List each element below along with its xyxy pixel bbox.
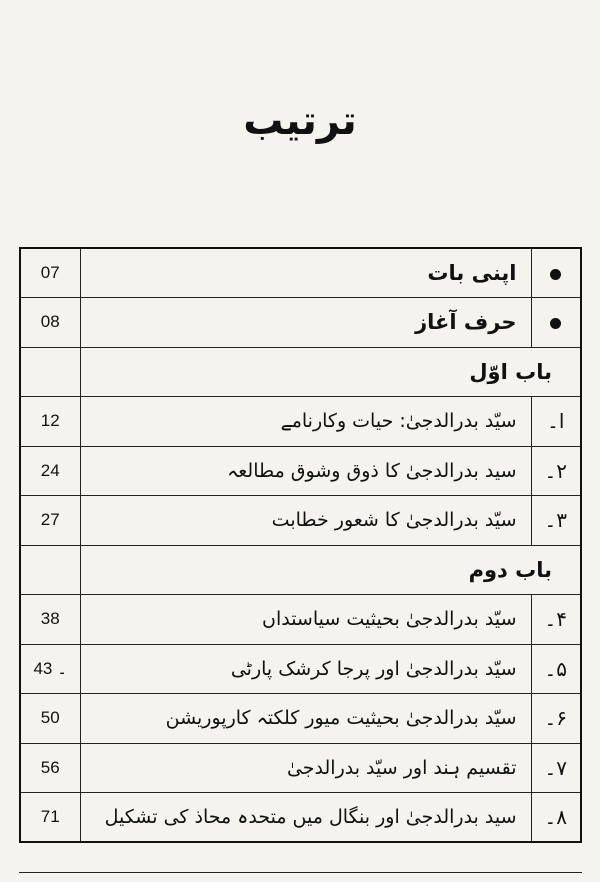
toc-row <box>20 298 581 348</box>
toc-page-number: 07 <box>20 248 80 298</box>
toc-page-number: 27 <box>20 496 80 546</box>
toc-entry-number: ۲۔ <box>531 446 581 496</box>
toc-entry-number: ۶۔ <box>531 694 581 744</box>
empty-page-cell <box>20 347 80 397</box>
toc-row <box>20 743 581 793</box>
toc-page-number: 43 ۔ <box>20 644 80 694</box>
toc-entry-number: ۸۔ <box>531 793 581 843</box>
section-row <box>20 347 581 397</box>
toc-entry-number: ۵۔ <box>531 644 581 694</box>
bullet-cell <box>531 248 581 298</box>
toc-page-number: 71 <box>20 793 80 843</box>
bullet-icon <box>550 269 561 280</box>
toc-page-number: 50 <box>20 694 80 744</box>
bottom-divider <box>19 872 582 873</box>
toc-page-number: 38 <box>20 595 80 645</box>
toc-page-number: 12 <box>20 397 80 447</box>
toc-entry-title: تقسیم ہند اور سیّد بدرالدجیٰ <box>80 743 531 793</box>
toc-row <box>20 248 581 298</box>
toc-row <box>20 496 581 546</box>
section-row <box>20 545 581 595</box>
bullet-icon <box>550 318 561 329</box>
toc-entry-title: اپنی بات <box>80 248 531 298</box>
toc-entry-title: سید بدرالدجیٰ کا ذوق وشوق مطالعہ <box>80 446 531 496</box>
table-of-contents <box>19 247 582 843</box>
toc-row <box>20 397 581 447</box>
toc-page-number: 08 <box>20 298 80 348</box>
toc-entry-number: ۴۔ <box>531 595 581 645</box>
toc-entry-title: سیّد بدرالدجیٰ اور پرجا کرشک پارٹی <box>80 644 531 694</box>
toc-entry-title: سیّد بدرالدجیٰ بحیثیت سیاستداں <box>80 595 531 645</box>
toc-row <box>20 694 581 744</box>
toc-row <box>20 793 581 843</box>
toc-entry-number: ۷۔ <box>531 743 581 793</box>
toc-entry-title: سیّد بدرالدجیٰ: حیات وکارنامے <box>80 397 531 447</box>
empty-page-cell <box>20 545 80 595</box>
toc-entry-title: سیّد بدرالدجیٰ بحیثیت میور کلکتہ کارپوریشن <box>80 694 531 744</box>
toc-entry-title: سید بدرالدجیٰ اور بنگال میں متحدہ محاذ کی تشکیل <box>80 793 531 843</box>
toc-page-number: 56 <box>20 743 80 793</box>
toc-entry-title: سیّد بدرالدجیٰ کا شعور خطابت <box>80 496 531 546</box>
section-heading: باب اوّل <box>80 347 581 397</box>
bullet-cell <box>531 298 581 348</box>
toc-entry-number: ا۔ <box>531 397 581 447</box>
toc-entry-number: ۳۔ <box>531 496 581 546</box>
toc-row <box>20 644 581 694</box>
toc-row <box>20 446 581 496</box>
toc-entry-title: حرف آغاز <box>80 298 531 348</box>
toc-row <box>20 595 581 645</box>
toc-page-number: 24 <box>20 446 80 496</box>
section-heading: باب دوم <box>80 545 581 595</box>
page-title: ترتیب <box>243 98 357 144</box>
